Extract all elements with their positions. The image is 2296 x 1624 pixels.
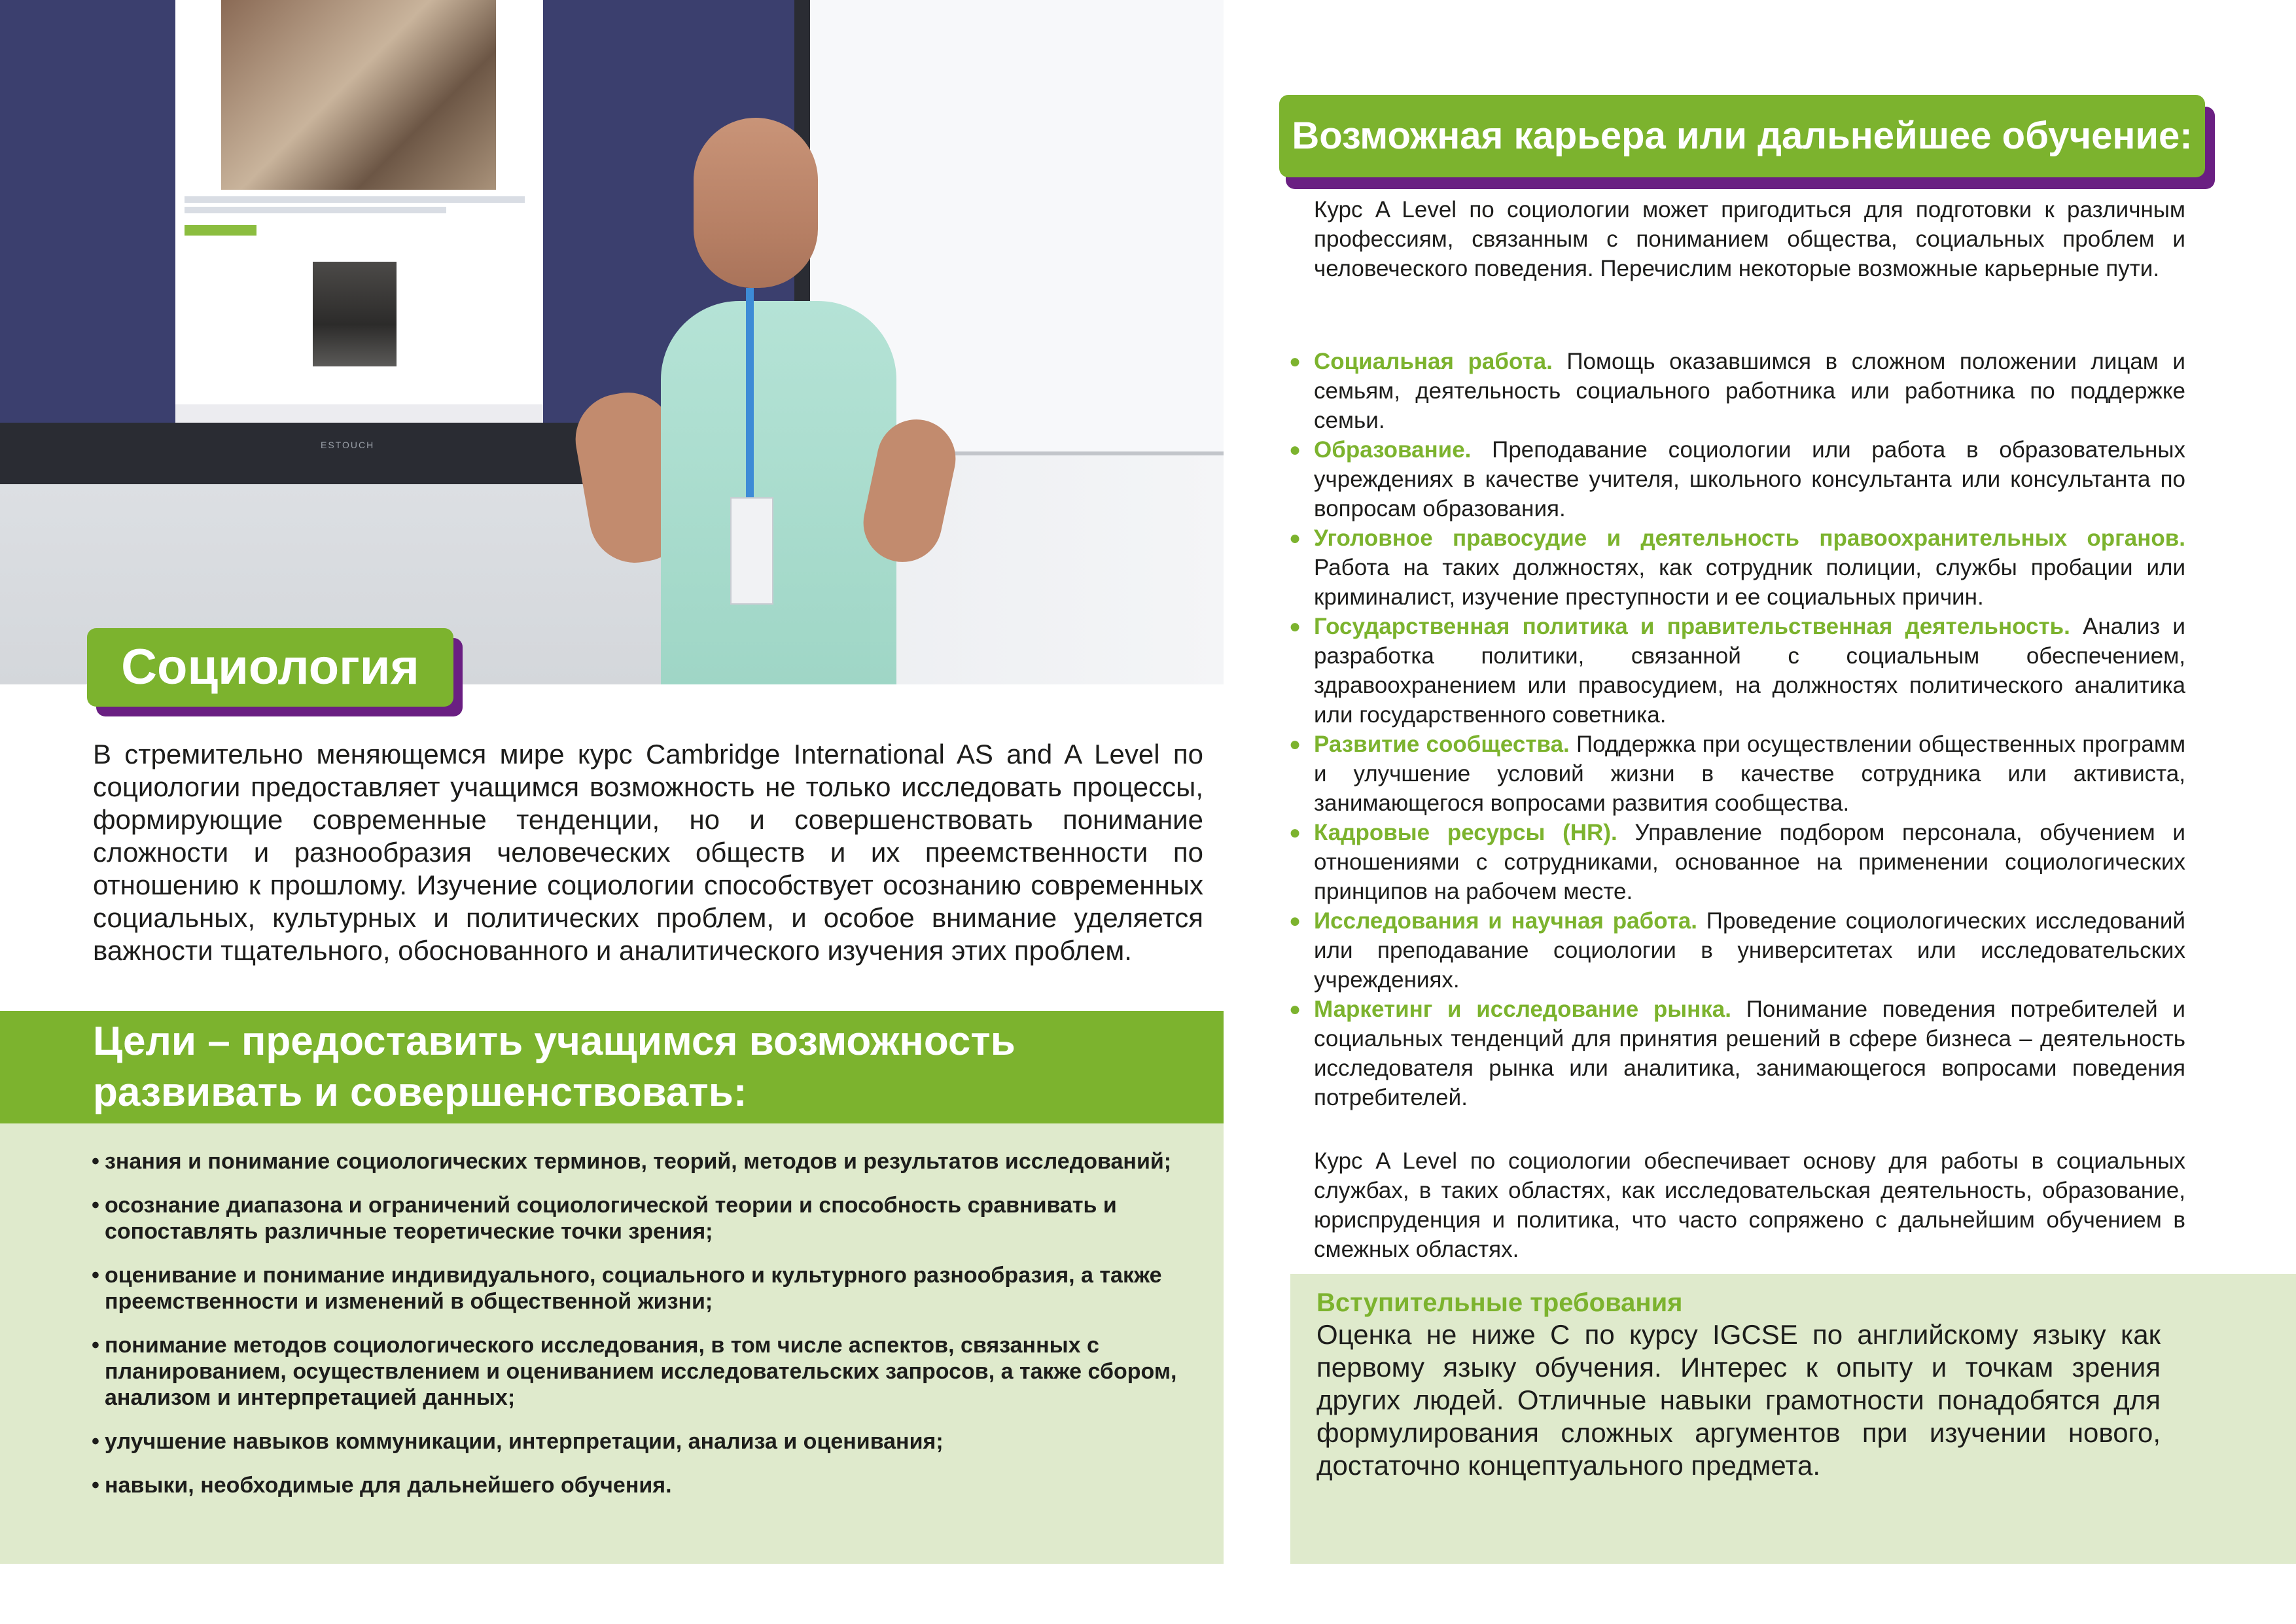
slide-tag bbox=[185, 225, 256, 236]
bullet-icon: ● bbox=[1289, 351, 1301, 372]
bullet-icon: • bbox=[92, 1263, 99, 1288]
career-item-text: Преподавание социологии или работа в образовательных учреждениях в качестве учителя, школьного консультанта или консультанта по вопросам образования. bbox=[1314, 437, 2185, 521]
career-item-text: Работа на таких должностях, как сотрудник полиции, службы пробации или криминалист, изучение преступности и ее социальных причин. bbox=[1314, 555, 2185, 610]
lanyard bbox=[746, 288, 754, 497]
aim-text: осознание диапазона и ограничений социологической теории и способность сравнивать и сопоставлять различные теоретические точки зрения; bbox=[105, 1193, 1117, 1244]
list-item bbox=[92, 1472, 1204, 1498]
slide-toolbar bbox=[175, 404, 543, 423]
intro-paragraph: В стремительно меняющемся мире курс Cambridge International AS and A Level по социологии предоставляет учащимся возможность не только исследовать процессы, формирующие современные тенденции, но и совершенствовать понимание сложности и разнообразия человеческих обществ и их преемственности по отношению к прошлому. Изучение социологии способствует осознанию современных социальных, культурных и политических проблем, и особое внимание уделяется важности тщательного, обоснованного и аналитического изучения этих проблем. bbox=[93, 739, 1203, 966]
list-item bbox=[1288, 818, 2185, 906]
bullet-icon: ● bbox=[1289, 822, 1301, 843]
bullet-icon: • bbox=[92, 1429, 99, 1454]
bullet-icon: ● bbox=[1289, 733, 1301, 755]
aims-list bbox=[92, 1148, 1204, 1516]
list-item bbox=[92, 1192, 1204, 1244]
bullet-icon: • bbox=[92, 1473, 99, 1498]
career-item-text: Помощь оказавшимся в сложном положении лицам и семьям, деятельность социального работника или работника по поддержке семьи. bbox=[1314, 349, 2185, 433]
career-item-text: Проведение социологических исследований или преподавание социологии в университетах или исследовательских учреждениях. bbox=[1314, 908, 2185, 993]
presentation-slide bbox=[175, 0, 543, 423]
bullet-icon: ● bbox=[1289, 998, 1301, 1020]
career-item-text: Анализ и разработка политики, связанной с социальным обеспечением, здравоохранением или правосудием, на должностях политического аналитика или государственного советника. bbox=[1314, 614, 2185, 728]
career-item-title: Уголовное правосудие и деятельность правоохранительных органов. bbox=[1314, 525, 2185, 551]
entry-text: Оценка не ниже С по курсу IGCSE по английскому языку как первому языку обучения. Интерес к опыту и точкам зрения других людей. Отличные навыки грамотности понадобятся для формулирования сложных аргументов при изучении нового, достаточно концептуального предмета. bbox=[1316, 1319, 2161, 1481]
career-list bbox=[1288, 347, 2185, 1112]
career-intro: Курс A Level по социологии может пригодиться для подготовки к различным профессиям, связанным с пониманием общества, социальных проблем и человеческого поведения. Перечислим некоторые возможные карьерные пути. bbox=[1314, 197, 2185, 281]
bullet-icon: ● bbox=[1289, 527, 1301, 549]
list-item bbox=[1288, 995, 2185, 1112]
slide-photo bbox=[221, 0, 496, 190]
aim-text: навыки, необходимые для дальнейшего обучения. bbox=[105, 1473, 672, 1498]
aim-text: улучшение навыков коммуникации, интерпретации, анализа и оценивания; bbox=[105, 1429, 944, 1454]
career-item-title: Социальная работа. bbox=[1314, 349, 1553, 374]
teacher-photo bbox=[0, 0, 1224, 684]
aims-title: Цели – предоставить учащимся возможность развивать и совершенствовать: bbox=[93, 1019, 1016, 1115]
career-item-text: Понимание поведения потребителей и социальных тенденций для принятия решений в сфере бизнеса – деятельность исследователя рынка или аналитика, занимающегося вопросами поведения потребителей. bbox=[1314, 997, 2185, 1110]
list-item bbox=[92, 1332, 1204, 1411]
id-badge bbox=[730, 497, 773, 605]
bullet-icon: ● bbox=[1289, 910, 1301, 932]
list-item bbox=[1288, 906, 2185, 995]
bullet-icon: ● bbox=[1289, 616, 1301, 637]
career-item-title: Исследования и научная работа. bbox=[1314, 908, 1698, 934]
slide-caption-line bbox=[185, 196, 525, 203]
career-item-title: Государственная политика и правительственная деятельность. bbox=[1314, 614, 2070, 639]
list-item bbox=[1288, 612, 2185, 730]
list-item bbox=[92, 1148, 1204, 1174]
career-item-title: Маркетинг и исследование рынка. bbox=[1314, 997, 1731, 1022]
teacher-head bbox=[694, 118, 818, 288]
slide-caption-line bbox=[185, 207, 446, 213]
bullet-icon: • bbox=[92, 1149, 99, 1174]
list-item bbox=[1288, 523, 2185, 612]
bullet-icon: • bbox=[92, 1333, 99, 1358]
list-item bbox=[1288, 347, 2185, 435]
aim-text: понимание методов социологического исследования, в том числе аспектов, связанных с планированием, осуществлением и оцениванием исследовательских запросов, а также сбором, анализом и интерпретацией данных; bbox=[105, 1333, 1177, 1410]
career-item-title: Развитие сообщества. bbox=[1314, 732, 1570, 757]
list-item bbox=[1288, 730, 2185, 818]
career-outro: Курс A Level по социологии обеспечивает основу для работы в социальных службах, в таких областях, как исследовательская деятельность, образование, юриспруденция и политика, что часто сопряжено с дальнейшим обучением в смежных областях. bbox=[1314, 1148, 2185, 1262]
teacher-body bbox=[661, 301, 896, 684]
career-item-title: Образование. bbox=[1314, 437, 1472, 463]
list-item bbox=[92, 1262, 1204, 1315]
career-item-text: Управление подбором персонала, обучением и отношениями с сотрудниками, основанное на применении социологических принципов на рабочем месте. bbox=[1314, 820, 2185, 904]
bullet-icon: ● bbox=[1289, 439, 1301, 461]
slide-portrait bbox=[313, 262, 397, 366]
aim-text: знания и понимание социологических терминов, теорий, методов и результатов исследований; bbox=[105, 1149, 1172, 1174]
aim-text: оценивание и понимание индивидуального, социального и культурного разнообразия, а также преемственности и изменений в общественной жизни; bbox=[105, 1263, 1162, 1314]
career-title: Возможная карьера или дальнейшее обучение: bbox=[1292, 115, 2193, 157]
page-title: Социология bbox=[121, 639, 419, 695]
bullet-icon: • bbox=[92, 1193, 99, 1218]
screen-brand: ESTOUCH bbox=[321, 440, 375, 450]
list-item bbox=[1288, 435, 2185, 523]
list-item bbox=[92, 1428, 1204, 1455]
career-item-title: Кадровые ресурсы (HR). bbox=[1314, 820, 1617, 845]
entry-title: Вступительные требования bbox=[1316, 1288, 1683, 1317]
career-item-text: Поддержка при осуществлении общественных программ и улучшение условий жизни в качестве сотрудника или активиста, занимающегося вопросами развития сообщества. bbox=[1314, 732, 2186, 816]
